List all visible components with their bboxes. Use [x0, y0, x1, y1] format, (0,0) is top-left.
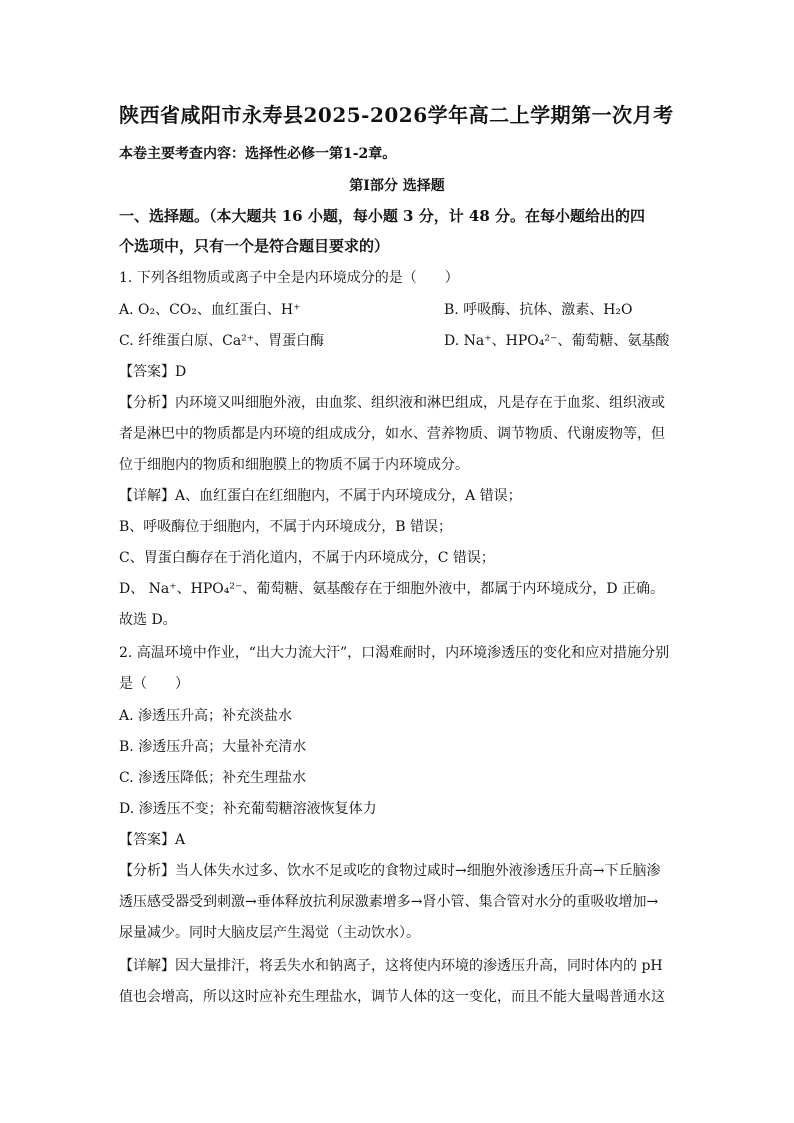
section-heading-line2: 个选项中，只有一个是符合题目要求的）: [119, 237, 390, 255]
q2-detail-line2: 值也会增高，所以这时应补充生理盐水，调节人体的这一变化，而且不能大量喝普通水这: [119, 989, 665, 1005]
q1-answer: 【答案】D: [119, 364, 187, 380]
q2-analysis-line1: 【分析】当人体失水过多、饮水不足或吃的食物过咸时→细胞外液渗透压升高→下丘脑渗: [119, 863, 661, 879]
q2-option-b: B. 渗透压升高；大量补充清水: [119, 739, 307, 755]
q2-option-c: C. 渗透压降低；补充生理盐水: [119, 770, 307, 786]
q2-option-a: A. 渗透压升高；补充淡盐水: [119, 708, 293, 724]
q1-detail-line1: 【详解】A、血红蛋白在红细胞内，不属于内环境成分，A 错误；: [119, 488, 522, 504]
q1-detail-line4: D、 Na⁺、HPO₄²⁻、葡萄糖、氨基酸存在于细胞外液中，都属于内环境成分，D 正确。: [119, 581, 665, 597]
q1-option-b: B. 呼吸酶、抗体、激素、H₂O: [444, 302, 633, 318]
q1-analysis-line2: 者是淋巴中的物质都是内环境的组成成分，如水、营养物质、调节物质、代谢废物等，但: [119, 426, 665, 442]
q1-analysis-line3: 位于细胞内的物质和细胞膜上的物质不属于内环境成分。: [119, 457, 469, 473]
q1-stem: 1. 下列各组物质或离子中全是内环境成分的是（ ）: [119, 270, 459, 286]
section-heading-line1: 一、选择题。（本大题共 16 小题，每小题 3 分，计 48 分。在每小题给出的四: [119, 207, 646, 225]
q1-detail-line3: C、胃蛋白酶存在于消化道内，不属于内环境成分，C 错误；: [119, 550, 495, 566]
q1-option-d: D. Na⁺、HPO₄²⁻、葡萄糖、氨基酸: [444, 333, 670, 349]
document-title: 陕西省咸阳市永寿县2025-2026学年高二上学期第一次月考: [119, 103, 674, 127]
q1-option-c: C. 纤维蛋白原、Ca²⁺、胃蛋白酶: [119, 333, 325, 349]
q1-option-a: A. O₂、CO₂、血红蛋白、H⁺: [119, 302, 301, 318]
q2-detail-line1: 【详解】因大量排汗，将丢失水和钠离子，这将使内环境的渗透压升高，同时体内的 pH: [119, 958, 663, 974]
q2-stem-line2: 是（ ）: [119, 676, 189, 692]
q2-stem-line1: 2. 高温环境中作业，“出大力流大汗”，口渴难耐时，内环境渗透压的变化和应对措施分别: [119, 645, 670, 661]
q1-detail-line2: B、呼吸酶位于细胞内，不属于内环境成分，B 错误；: [119, 519, 453, 535]
q2-analysis-line2: 透压感受器受到刺激→垂体释放抗利尿激素增多→肾小管、集合管对水分的重吸收增加→: [119, 894, 659, 910]
q2-option-d: D. 渗透压不变；补充葡萄糖溶液恢复体力: [119, 801, 377, 817]
q1-detail-line5: 故选 D。: [119, 612, 177, 628]
q2-answer: 【答案】A: [119, 832, 186, 848]
q2-analysis-line3: 尿量减少。同时大脑皮层产生渴觉（主动饮水）。: [119, 925, 420, 941]
part-heading: 第Ⅰ部分 选择题: [349, 178, 445, 194]
q1-analysis-line1: 【分析】内环境又叫细胞外液，由血浆、组织液和淋巴组成，凡是存在于血浆、组织液或: [119, 395, 665, 411]
exam-scope: 本卷主要考查内容：选择性必修一第1-2章。: [119, 146, 397, 162]
